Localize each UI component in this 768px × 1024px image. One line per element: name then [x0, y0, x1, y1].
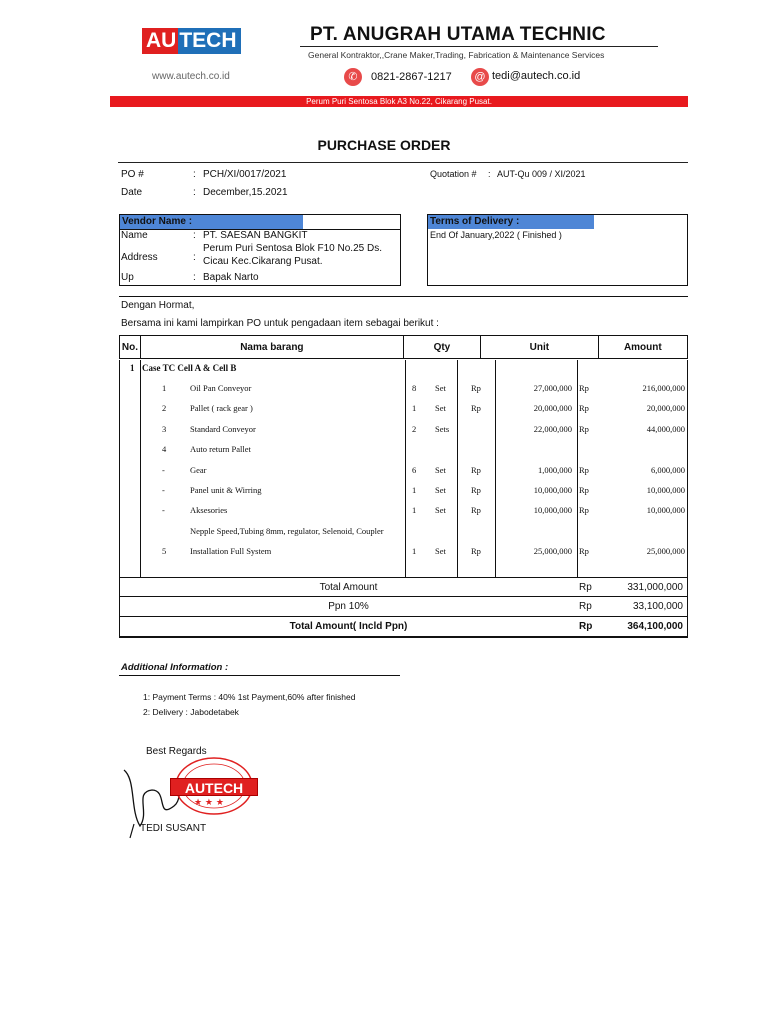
vendor-name-value: PT. SAESAN BANGKIT: [203, 230, 308, 241]
vendor-address-line1: Perum Puri Sentosa Blok F10 No.25 Ds.: [203, 243, 382, 254]
col-no: No.: [120, 336, 141, 359]
date-colon: :: [193, 187, 196, 198]
table-row: [120, 419, 689, 439]
vendor-header: Vendor Name :: [120, 215, 303, 229]
ppn-row: [119, 597, 688, 617]
col-name: Nama barang: [140, 336, 403, 359]
row-rp-amount: Rp: [579, 403, 589, 414]
vendor-name-colon: :: [193, 230, 196, 241]
row-rp-amount: Rp: [579, 505, 589, 516]
col-amount: Amount: [598, 336, 687, 359]
quotation-value: AUT-Qu 009 / XI/2021: [497, 169, 586, 179]
row-rp-amount: Rp: [579, 546, 589, 557]
row-unit-price: 20,000,000: [533, 403, 572, 414]
row-rp-amount: Rp: [579, 423, 589, 434]
row-uom: Set: [435, 505, 446, 516]
terms-value: End Of January,2022 ( Finished ): [430, 230, 562, 240]
row-amount: 10,000,000: [646, 485, 685, 495]
table-row: [120, 378, 689, 398]
additional-info-title: Additional Information :: [121, 662, 229, 673]
grand-total-value: 364,100,000: [627, 621, 683, 632]
grand-total-label: Total Amount( Incld Ppn): [289, 621, 408, 632]
row-uom: Set: [435, 464, 446, 475]
row-name: Aksesories: [190, 505, 228, 516]
row-unit-price: 22,000,000: [533, 423, 572, 434]
row-qty: 6: [412, 464, 417, 475]
row-rp-unit: Rp: [471, 546, 481, 557]
vendor-up-label: Up: [121, 272, 134, 283]
row-qty: 1: [412, 403, 417, 414]
document-title: PURCHASE ORDER: [317, 137, 451, 153]
company-logo: [142, 28, 252, 54]
group-no: 1: [130, 363, 135, 373]
row-name: Nepple Speed,Tubing 8mm, regulator, Selenoid, Coupler: [190, 525, 384, 536]
row-qty: 1: [412, 546, 417, 557]
total-label: Total Amount: [319, 582, 378, 593]
row-no: 1: [162, 383, 167, 393]
row-rp-unit: Rp: [471, 485, 481, 495]
title-divider: [118, 162, 688, 163]
row-unit-price: 10,000,000: [533, 505, 572, 516]
row-no: 5: [162, 546, 167, 557]
row-rp-unit: Rp: [471, 403, 481, 414]
row-unit-price: 1,000,000: [538, 464, 572, 475]
row-name: Gear: [190, 464, 207, 475]
group-name: Case TC Cell A & Cell B: [142, 363, 237, 373]
table-row: [120, 439, 689, 459]
greeting-line2: Bersama ini kami lampirkan PO untuk pengadaan item sebagai berikut :: [121, 318, 439, 329]
row-amount: 25,000,000: [646, 546, 685, 557]
total-rp: Rp: [579, 582, 592, 593]
row-amount: 216,000,000: [642, 383, 685, 393]
vendor-address-colon: :: [193, 252, 196, 263]
vendor-up-value: Bapak Narto: [203, 272, 259, 283]
row-qty: 1: [412, 485, 417, 495]
row-uom: Set: [435, 485, 446, 495]
additional-item: 1: Payment Terms : 40% 1st Payment,60% after finished: [143, 692, 356, 702]
row-no: 4: [162, 444, 167, 455]
row-amount: 44,000,000: [646, 423, 685, 434]
table-row: [120, 460, 689, 480]
items-table-body: [119, 360, 688, 577]
row-unit-price: 25,000,000: [533, 546, 572, 557]
greeting-line1: Dengan Hormat,: [121, 300, 195, 311]
row-name: Installation Full System: [190, 546, 272, 557]
items-table-header: [119, 335, 688, 359]
row-rp-unit: Rp: [471, 505, 481, 516]
row-name: Auto return Pallet: [190, 444, 251, 455]
grand-total-row: [119, 617, 688, 638]
vendor-address-line2: Cicau Kec.Cikarang Pusat.: [203, 256, 323, 267]
row-rp-amount: Rp: [579, 485, 589, 495]
email-icon: @: [471, 68, 489, 86]
address-bar: Perum Puri Sentosa Blok A3 No.22, Cikarang Pusat.: [110, 96, 688, 107]
row-unit-price: 10,000,000: [533, 485, 572, 495]
date-value: December,15.2021: [203, 187, 288, 198]
section-divider: [119, 296, 688, 297]
ppn-rp: Rp: [579, 601, 592, 612]
group-row: [120, 358, 689, 378]
ppn-label: Ppn 10%: [328, 601, 369, 612]
row-no: -: [162, 464, 165, 475]
logo-tech: TECH: [178, 28, 240, 54]
row-uom: Set: [435, 546, 446, 557]
additional-item: 2: Delivery : Jabodetabek: [143, 707, 239, 717]
row-name: Pallet ( rack gear ): [190, 403, 253, 414]
po-value: PCH/XI/0017/2021: [203, 169, 287, 180]
table-row: [120, 398, 689, 418]
row-no: 3: [162, 423, 167, 434]
company-name: PT. ANUGRAH UTAMA TECHNIC: [310, 24, 606, 45]
row-amount: 6,000,000: [651, 464, 685, 475]
company-stamp: [166, 756, 262, 816]
table-row: [120, 480, 689, 500]
row-amount: 20,000,000: [646, 403, 685, 414]
row-qty: 1: [412, 505, 417, 516]
vendor-up-colon: :: [193, 272, 196, 283]
vendor-box: [119, 214, 401, 286]
table-row: [120, 521, 689, 541]
vendor-address-label: Address: [121, 252, 158, 263]
terms-header: Terms of Delivery :: [428, 215, 594, 229]
best-regards: Best Regards: [146, 746, 207, 757]
signer-name: TEDI SUSANT: [140, 823, 207, 834]
row-qty: 8: [412, 383, 417, 393]
row-uom: Set: [435, 383, 446, 393]
row-rp-amount: Rp: [579, 464, 589, 475]
phone-icon: ✆: [344, 68, 362, 86]
row-name: Panel unit & Wirring: [190, 485, 262, 495]
company-tagline: General Kontraktor,,Crane Maker,Trading, Fabrication & Maintenance Services: [308, 50, 605, 60]
vendor-name-label: Name: [121, 230, 148, 241]
quotation-label: Quotation #: [430, 169, 477, 179]
po-colon: :: [193, 169, 196, 180]
row-rp-unit: Rp: [471, 464, 481, 475]
company-underline: [300, 46, 658, 47]
col-qty: Qty: [403, 336, 480, 359]
quotation-colon: :: [488, 169, 491, 179]
po-label: PO #: [121, 169, 144, 180]
logo-au: AU: [142, 28, 178, 54]
table-row: [120, 541, 689, 561]
row-unit-price: 27,000,000: [533, 383, 572, 393]
ppn-value: 33,100,000: [632, 601, 683, 612]
total-row: [119, 577, 688, 597]
row-uom: Set: [435, 403, 446, 414]
row-name: Oil Pan Conveyor: [190, 383, 252, 393]
col-unit: Unit: [481, 336, 599, 359]
grand-total-rp: Rp: [579, 621, 593, 632]
row-rp-unit: Rp: [471, 383, 481, 393]
row-qty: 2: [412, 423, 417, 434]
website-link[interactable]: www.autech.co.id: [152, 71, 230, 82]
stamp-logo: AUTECH: [170, 778, 258, 796]
row-no: -: [162, 505, 165, 516]
row-rp-amount: Rp: [579, 383, 589, 393]
row-uom: Sets: [435, 423, 450, 434]
email-link[interactable]: tedi@autech.co.id: [492, 70, 581, 82]
date-label: Date: [121, 187, 143, 198]
svg-text:★ ★ ★: ★ ★ ★: [194, 798, 224, 808]
row-name: Standard Conveyor: [190, 423, 256, 434]
totals-block: [119, 577, 688, 638]
row-no: -: [162, 485, 165, 495]
table-row: [120, 500, 689, 520]
row-amount: 10,000,000: [646, 505, 685, 516]
phone-number: 0821-2867-1217: [371, 71, 452, 83]
total-value: 331,000,000: [627, 582, 683, 593]
row-no: 2: [162, 403, 167, 414]
terms-box: [427, 214, 688, 286]
additional-info-underline: [119, 675, 400, 676]
